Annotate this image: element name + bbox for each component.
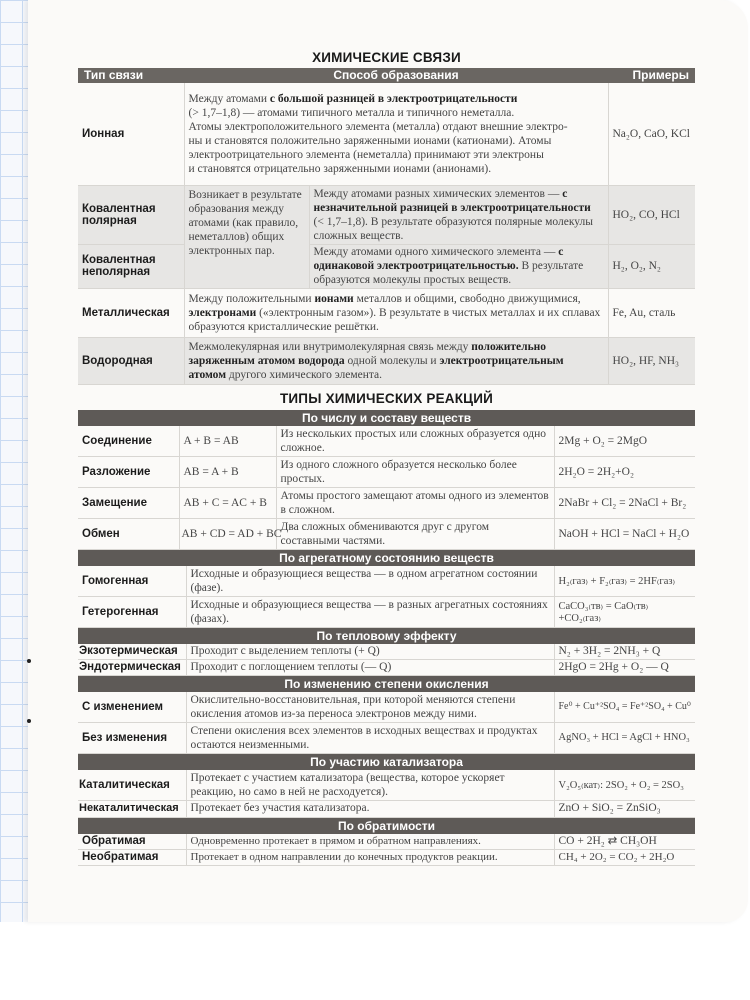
reaction-name: Гомогенная <box>78 566 186 597</box>
reaction-description: Степени окисления всех элементов в исходных веществах и продуктах остаются неизменными. <box>186 722 554 753</box>
reaction-example: V₂O₅₍кат₎: 2SO₂ + O₂ = 2SO₃ <box>554 770 695 801</box>
bond-name: Металлическая <box>78 288 184 337</box>
reactions-section-heat <box>78 628 695 676</box>
reaction-name: Эндотермическая <box>78 659 186 675</box>
reaction-row <box>78 722 695 753</box>
reaction-description: Два сложных обмениваются друг с другом составными частями. <box>276 518 554 549</box>
section-header: По участию катализатора <box>78 754 695 770</box>
reaction-description: Проходит с поглощением теплоты (— Q) <box>186 659 554 675</box>
reaction-example: H₂₍газ₎ + F₂₍газ₎ = 2HF₍газ₎ <box>554 566 695 597</box>
reaction-description: Исходные и образующиеся вещества — в разных агрегатных состояниях (фазах). <box>186 596 554 627</box>
binding-dot <box>27 659 31 663</box>
reaction-example: N₂ + 3H₂ = 2NH₃ + Q <box>554 644 695 660</box>
section-header: По тепловому эффекту <box>78 628 695 644</box>
reaction-description: Одновременно протекает в прямом и обратном направлениях. <box>186 834 554 850</box>
bond-row-hydrogen <box>78 337 695 384</box>
header-bond-type: Тип связи <box>84 68 144 82</box>
reaction-name: Каталитическая <box>78 770 186 801</box>
section-header: По числу и составу веществ <box>78 410 695 426</box>
header-formation: Способ образования <box>333 68 459 82</box>
bond-row-metallic <box>78 288 695 337</box>
page-content <box>78 50 695 866</box>
reaction-row <box>78 659 695 675</box>
bond-name: Ионная <box>78 83 184 185</box>
reaction-description: Из одного сложного образуется несколько более простых. <box>276 456 554 487</box>
bond-row-covalent-nonpolar <box>78 244 695 288</box>
reaction-row <box>78 596 695 627</box>
reaction-name: Без изменения <box>78 722 186 753</box>
reaction-example: NaOH + HCl = NaCl + H₂O <box>554 518 695 549</box>
reaction-name: Экзотермическая <box>78 644 186 660</box>
reaction-row <box>78 834 695 850</box>
reactions-section-oxidation <box>78 676 695 754</box>
reaction-row <box>78 800 695 817</box>
bond-name: Ковалентная полярная <box>78 185 184 244</box>
reaction-name: Обратимая <box>78 834 186 850</box>
reaction-scheme: AB = A + B <box>179 456 276 487</box>
bond-description: Между положительными ионами металлов и общими, свободно движущимися, электронами («электронным газом»). В результате в чистых металлах и их сплавах образуются кристаллические решётки. <box>184 288 608 337</box>
bond-description: Между атомами с большой разницей в электроотрицательности (> 1,7–1,8) — атомами типичного металла и типичного неметалла. Атомы электроположительного элемента (металла) отдают внешние электро- ны и становятся положительно заряженными ионами (катионами). Атомы электроотрицательного элемента (неметалла) принимают эти электроны и становятся отрицательно заряженными ионами (анионами). <box>184 83 608 185</box>
reaction-row <box>78 566 695 597</box>
bond-description: Межмолекулярная или внутримолекулярная связь между положительно заряженным атомом водорода одной молекулы и электроотрицательным атомом другого химического элемента. <box>184 337 608 384</box>
bond-name: Водородная <box>78 337 184 384</box>
covalent-common-description: Возникает в результате образования между атомами (как правило, неметаллов) общих электронных пар. <box>184 185 309 288</box>
section-header: По изменению степени окисления <box>78 676 695 692</box>
reaction-example: 2H₂O = 2H₂+O₂ <box>554 456 695 487</box>
reaction-example: Fe⁰ + Cu⁺²SO₄ = Fe⁺²SO₄ + Cu⁰ <box>554 692 695 723</box>
reaction-example: 2Mg + O₂ = 2MgO <box>554 426 695 457</box>
reactions-section-phase <box>78 550 695 628</box>
reaction-description: Протекает с участием катализатора (вещества, которое ускоряет реакцию, но само в ней не расходуется). <box>186 770 554 801</box>
bonds-header-row <box>78 68 695 83</box>
reaction-example: AgNO₃ + HCl = AgCl + HNO₃ <box>554 722 695 753</box>
reaction-name: Замещение <box>78 487 179 518</box>
reaction-description: Атомы простого замещают атомы одного из элементов в сложном. <box>276 487 554 518</box>
reaction-example: CaCO₃₍тв₎ = CaO₍тв₎ +CO₂₍газ₎ <box>554 596 695 627</box>
reactions-title: ТИПЫ ХИМИЧЕСКИХ РЕАКЦИЙ <box>279 390 494 406</box>
reaction-example: 2NaBr + Cl₂ = 2NaCl + Br₂ <box>554 487 695 518</box>
reaction-name: Соединение <box>78 426 179 457</box>
reaction-example: 2HgO = 2Hg + O₂ — Q <box>554 659 695 675</box>
bond-examples: HO₂, HF, NH₃ <box>608 337 695 384</box>
bond-examples: H₂, O₂, N₂ <box>608 244 695 288</box>
reaction-row <box>78 426 695 457</box>
bond-examples: Fe, Au, сталь <box>608 288 695 337</box>
reaction-name: С изменением <box>78 692 186 723</box>
bond-row-ionic <box>78 83 695 185</box>
chemical-bonds-table <box>78 68 695 385</box>
reaction-description: Протекает в одном направлении до конечных продуктов реакции. <box>186 849 554 865</box>
reaction-row <box>78 518 695 549</box>
bond-name: Ковалентная неполярная <box>78 244 184 288</box>
bond-row-covalent-polar <box>78 185 695 244</box>
reaction-description: Протекает без участия катализатора. <box>186 800 554 817</box>
reaction-name: Гетерогенная <box>78 596 186 627</box>
reaction-row <box>78 487 695 518</box>
bond-description: Между атомами разных химических элементов — с незначительной разницей в электроотрицательности (< 1,7–1,8). В результате образуются полярные молекулы сложных веществ. <box>309 185 608 244</box>
bonds-title: ХИМИЧЕСКИЕ СВЯЗИ <box>312 50 461 65</box>
reaction-description: Из нескольких простых или сложных образуется одно сложное. <box>276 426 554 457</box>
binding-dot <box>27 719 31 723</box>
reaction-row <box>78 644 695 660</box>
bond-examples: Na₂O, CaO, KCl <box>608 83 695 185</box>
section-header: По агрегатному состоянию веществ <box>78 550 695 566</box>
reactions-section-catalyst <box>78 754 695 818</box>
reaction-scheme: AB + CD = AD + BC <box>179 518 276 549</box>
reaction-name: Обмен <box>78 518 179 549</box>
reaction-scheme: A + B = AB <box>179 426 276 457</box>
bond-description: Между атомами одного химического элемента — с одинаковой электроотрицательностью. В результате образуются молекулы простых веществ. <box>309 244 608 288</box>
header-examples: Примеры <box>632 68 689 82</box>
reaction-row <box>78 456 695 487</box>
reaction-row <box>78 692 695 723</box>
bond-examples: HO₂, CO, HCl <box>608 185 695 244</box>
reaction-name: Необратимая <box>78 849 186 865</box>
reaction-row <box>78 849 695 865</box>
reaction-scheme: AB + C = AC + B <box>179 487 276 518</box>
reaction-name: Некаталитическая <box>78 800 186 817</box>
reaction-description: Исходные и образующиеся вещества — в одном агрегатном состоянии (фазе). <box>186 566 554 597</box>
reaction-example: CO + 2H₂ ⇄ CH₃OH <box>554 834 695 850</box>
reactions-section-composition <box>78 410 695 550</box>
reaction-description: Окислительно-восстановительная, при которой меняются степени окисления атомов из-за переноса электронов между ними. <box>186 692 554 723</box>
reaction-description: Проходит с выделением теплоты (+ Q) <box>186 644 554 660</box>
section-header: По обратимости <box>78 818 695 834</box>
reaction-example: CH₄ + 2O₂ = CO₂ + 2H₂O <box>554 849 695 865</box>
reactions-section-reversibility <box>78 818 695 866</box>
reaction-name: Разложение <box>78 456 179 487</box>
reaction-row <box>78 770 695 801</box>
reaction-example: ZnO + SiO₂ = ZnSiO₃ <box>554 800 695 817</box>
